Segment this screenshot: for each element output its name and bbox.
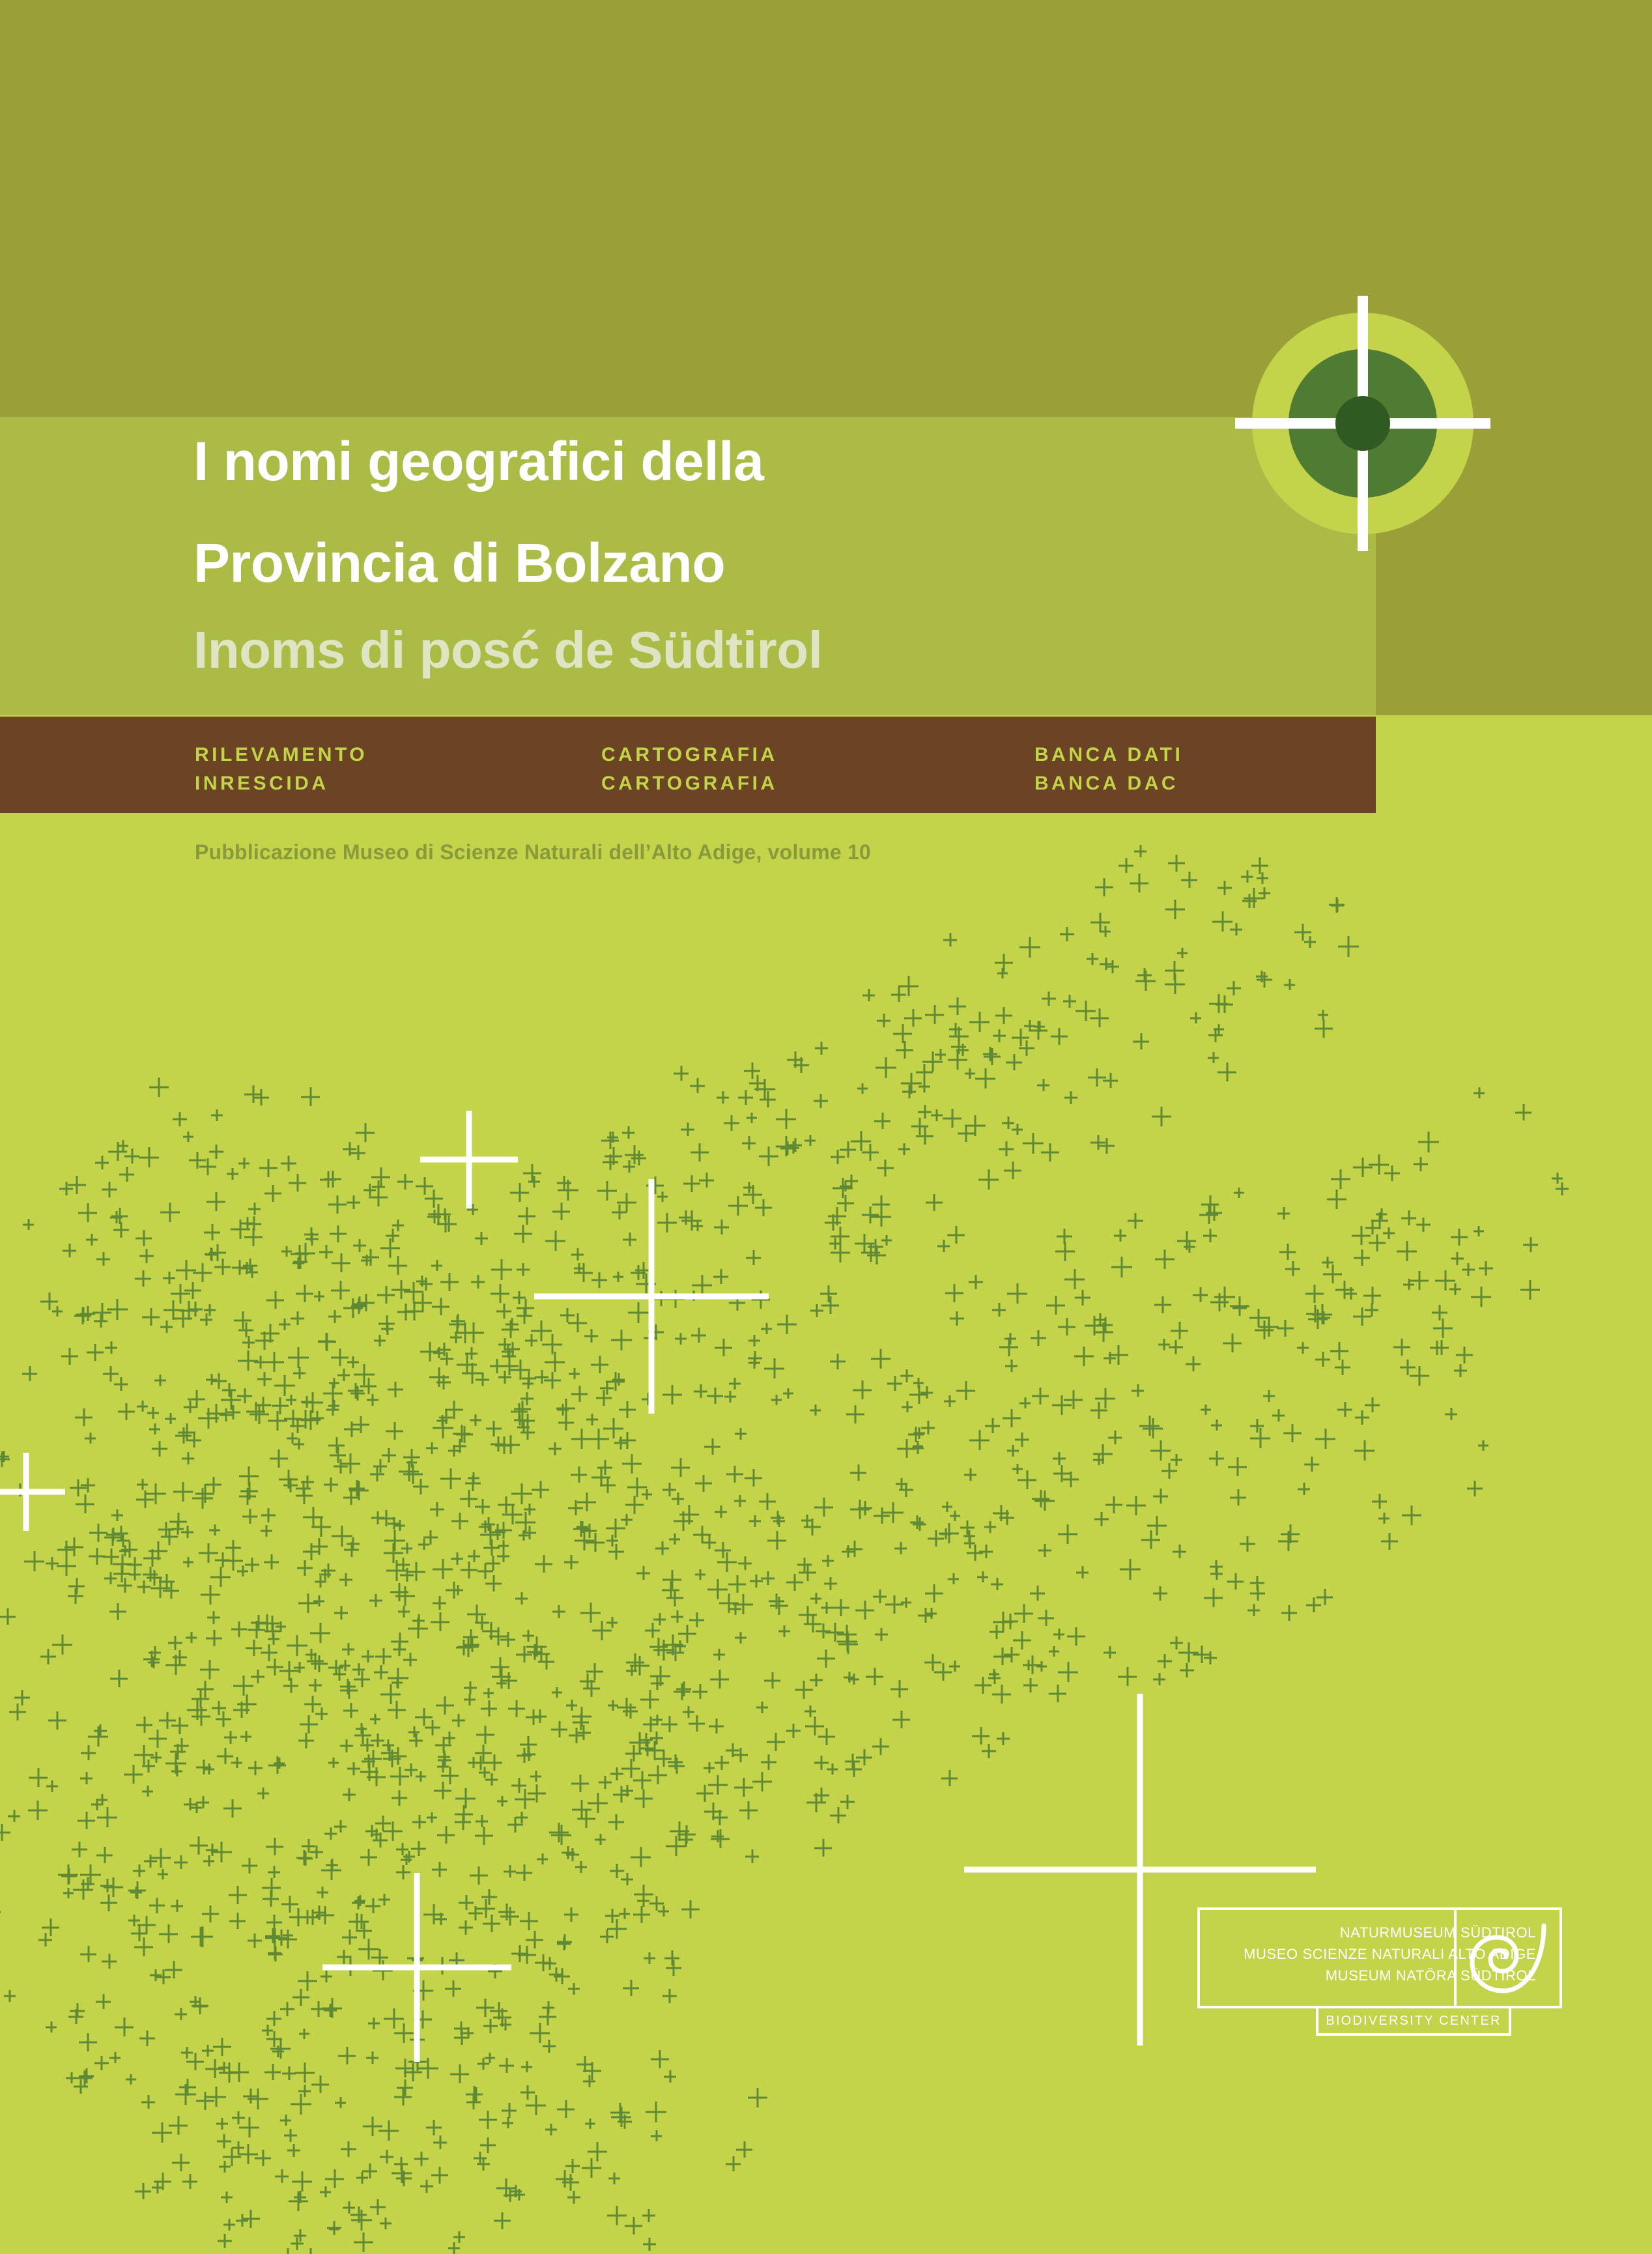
museum-logo-line-2: MUSEO SCIENZE NATURALI ALTO ADIGE (1244, 1946, 1536, 1962)
brown-column-1 (195, 741, 367, 798)
cover-title-line-1: I nomi geografici della (193, 431, 764, 492)
brown-column-3-line-1: BANCA DATI (1034, 744, 1184, 765)
brown-column-2-line-2: CARTOGRAFIA (601, 773, 778, 794)
cover-title-line-2: Provincia di Bolzano (193, 532, 726, 593)
brown-column-1-line-2: INRESCIDA (195, 773, 329, 794)
ammonite-spiral-icon (1467, 1919, 1549, 1997)
brown-column-2-line-1: CARTOGRAFIA (601, 744, 778, 765)
biodiversity-badge-label: BIODIVERSITY CENTER (1326, 2014, 1502, 2028)
museum-logo-line-3: MUSEUM NATÖRA SÜDTIROL (1325, 1967, 1536, 1984)
museum-logo (1197, 1907, 1562, 2044)
museum-logo-line-1: NATURMUSEUM SÜDTIROL (1339, 1924, 1536, 1941)
cover-subtitle: Pubblicazione Museo di Scienze Naturali dell’Alto Adige, volume 10 (195, 840, 871, 864)
brown-column-3-line-2: BANCA DAC (1034, 773, 1179, 794)
cover-title-line-3: Inoms di posć de Südtirol (193, 621, 823, 679)
crosshair-target-icon (1252, 313, 1474, 534)
brown-column-1-line-1: RILEVAMENTO (195, 744, 368, 765)
brown-column-3 (1034, 741, 1183, 798)
brown-column-2 (601, 741, 778, 798)
